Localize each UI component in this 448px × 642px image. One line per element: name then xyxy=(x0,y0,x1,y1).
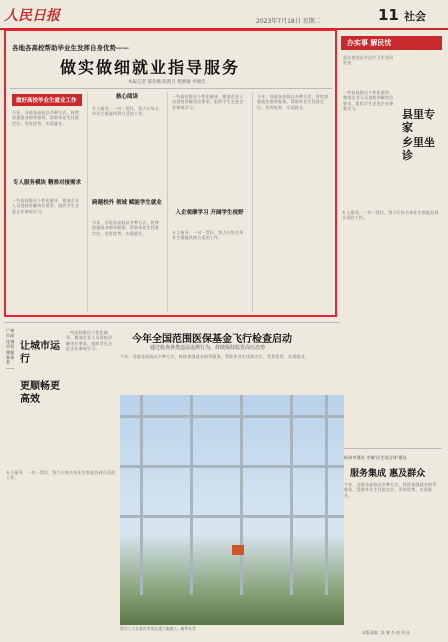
column-rule xyxy=(87,92,88,312)
feature-paragraph: 一些高校推出个性化辅导，邀请企业人员进校讲解岗位要求，组织学生走进企业参观学习。 xyxy=(12,198,80,214)
section-name: 社会 xyxy=(404,10,426,23)
feature-headline: 做实做细就业指导服务 xyxy=(60,58,241,77)
feature-paragraph: 一些高校推出个性化辅导，邀请企业人员进校讲解岗位要求，组织学生走进企业参观学习。 xyxy=(172,94,244,110)
column-rule xyxy=(167,92,168,312)
feature-subhead: 跨越校外 领域 赋能学生就业 xyxy=(92,200,162,206)
feature-paragraph: 专人指导、一对一帮扶，努力让每名毕业生都能找到合适的工作。 xyxy=(172,230,244,241)
sidebar-headline: 乡里坐诊 xyxy=(402,136,435,162)
main-headline: 今年全国范围医保基金飞行检查启动 xyxy=(132,334,292,345)
feature-paragraph: 今年，各地各高校以多种方式，持续加强就业指导服务，帮助毕业生找准定位、发挥优势、实现就业。 xyxy=(12,110,80,126)
sidebar-paragraph: 今年，各地各高校以多种方式，持续加强就业指导服务，帮助毕业生找准定位、发挥优势、实现就业。 xyxy=(344,482,437,498)
divider xyxy=(342,448,442,449)
issue-date: 2023年7月18日 星期二 xyxy=(256,18,321,25)
feature-byline: 本报记者 郝亚楠 陈凯月 程惠敏 申晓光 xyxy=(128,80,206,85)
feature-subhead: 专人服务模块 精准对接需求 xyxy=(13,180,81,186)
left-paragraph: 专人指导、一对一帮扶，努力让每名毕业生都能找到合适的工作。 xyxy=(6,470,116,481)
feature-red-label: 做好高校毕业生就业工作 xyxy=(12,94,82,106)
left-paragraph: 一些高校推出个性化辅导，邀请企业人员进校讲解岗位要求，组织学生走进企业参观学习。 xyxy=(66,330,113,352)
feature-subhead: 入企观摩学习 开阔学生视野 xyxy=(175,210,244,216)
construction-photo xyxy=(120,395,344,625)
feature-paragraph: 今年，各地各高校以多种方式，持续加强就业指导服务，帮助毕业生找准定位、发挥优势、实现就业。 xyxy=(92,220,160,236)
feature-subhead: 核心阅读 xyxy=(115,94,138,100)
sidebar-paragraph: 专人指导、一对一帮扶，努力让每名毕业生都能找到合适的工作。 xyxy=(342,210,439,221)
sidebar-paragraph: 重庆推进县乡医疗卫生协同发展 xyxy=(343,55,394,66)
sidebar-lower-title: 服务集成 惠及群众 xyxy=(350,469,426,479)
feature-paragraph: 专人指导、一对一帮扶，努力让每名毕业生都能找到合适的工作。 xyxy=(92,106,160,117)
feature-kicker: 各地各高校帮助毕业生发挥自身优势—— xyxy=(12,44,129,52)
page-footer: 本版责编：陈 雁 李 萌 刘 佳 xyxy=(362,630,410,635)
photo-caption: 图为工人在重庆市某在建工地施工。新华社发 xyxy=(120,626,196,631)
main-subheadline: 通过检查各类违法违规行为，持续保持监管高压态势 xyxy=(150,345,266,351)
feature-paragraph: 今年，各地各高校以多种方式，持续加强就业指导服务，帮助毕业生找准定位、发挥优势、实现就业。 xyxy=(257,94,329,110)
left-headline: 更顺畅更高效 xyxy=(20,381,60,405)
divider xyxy=(10,88,332,89)
column-tab: 办实事 解民忧 xyxy=(341,36,442,50)
sidebar-paragraph: 一些高校推出个性化辅导，邀请企业人员进校讲解岗位要求，组织学生走进企业参观学习。 xyxy=(343,90,394,112)
sidebar-kicker: 杭州市建设 市域'民生综合体'建设 xyxy=(344,455,407,460)
left-headline: 让城市运行 xyxy=(20,341,60,365)
divider xyxy=(4,322,340,323)
column-rule xyxy=(252,92,253,312)
main-paragraph: 今年，各地各高校以多种方式，持续加强就业指导服务，帮助毕业生找准定位、发挥优势、实现就业。 xyxy=(120,354,309,359)
page-number: 11 xyxy=(378,6,399,24)
newspaper-logo: 人民日报 xyxy=(4,8,60,24)
left-kicker: 广州市深化城市管理服务体系—— xyxy=(6,328,15,371)
sidebar-headline: 县里专家 xyxy=(402,108,435,134)
